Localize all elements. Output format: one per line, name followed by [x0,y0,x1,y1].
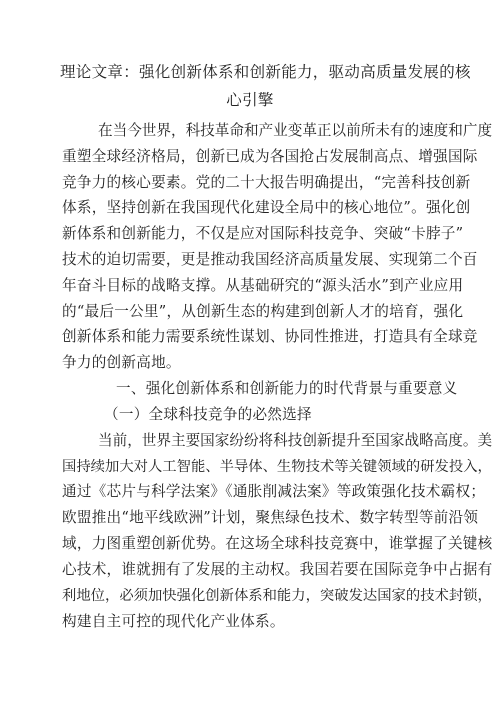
title-line-1: 理论文章：强化创新体系和创新能力，驱动高质量发展的核 [60,63,471,81]
paragraph-line: 技术的迫切需要，更是推动我国经济高质量发展、实现第二个百 [62,251,478,268]
paragraph-line: 在当今世界，科技革命和产业变革正以前所未有的速度和广度 [98,122,493,139]
paragraph-line: 创新体系和能力需要系统性谋划、协同性推进，打造具有全球竞 [62,328,478,345]
paragraph-line: 域，力图重塑创新优势。在这场全球科技竞赛中，谁掌握了关键核 [62,535,493,552]
paragraph-line: 新体系和创新能力，不仅是应对国际科技竞争、突破“卡脖子” [62,225,464,242]
paragraph-line: 体系，坚持创新在我国现代化建设全局中的核心地位”。强化创 [62,199,471,216]
paragraph-line: 利地位，必须加快强化创新体系和能力，突破发达国家的技术封锁， [62,588,492,604]
paragraph-line: 心技术，谁就拥有了发展的主动权。我国若要在国际竞争中占据有 [62,561,493,578]
paragraph-line: 通过《芯片与科学法案》《通胀削减法案》等政策强化技术霸权； [62,483,486,500]
section-heading-1: 一、强化创新体系和创新能力的时代背景与重要意义 [116,380,458,397]
paragraph-line: 争力的创新高地。 [62,354,181,371]
paragraph-line: 欧盟推出“地平线欧洲”计划，聚焦绿色技术、数字转型等前沿领 [62,509,479,526]
paragraph-line: 重塑全球经济格局，创新已成为各国抢占发展制高点、增强国际 [62,148,478,165]
paragraph-line: 年奋斗目标的战略支撑。从基础研究的“源头活水”到产业应用 [62,277,464,294]
paragraph-line: 竞争力的核心要素。党的二十大报告明确提出，“完善科技创新 [62,174,471,191]
paragraph-line: 的“最后一公里”，从创新生态的构建到创新人才的培育，强化 [62,303,464,320]
paragraph-line: 国持续加大对人工智能、半导体、生物技术等关键领域的研发投入， [62,459,492,475]
paragraph-line: 当前，世界主要国家纷纷将科技创新提升至国家战略高度。美 [98,432,493,449]
title-line-2: 心引擎 [226,91,274,109]
paragraph-line: 构建自主可控的现代化产业体系。 [62,613,285,630]
subsection-heading-1: （一）全球科技竞争的必然选择 [104,406,312,423]
document-title [60,58,471,114]
